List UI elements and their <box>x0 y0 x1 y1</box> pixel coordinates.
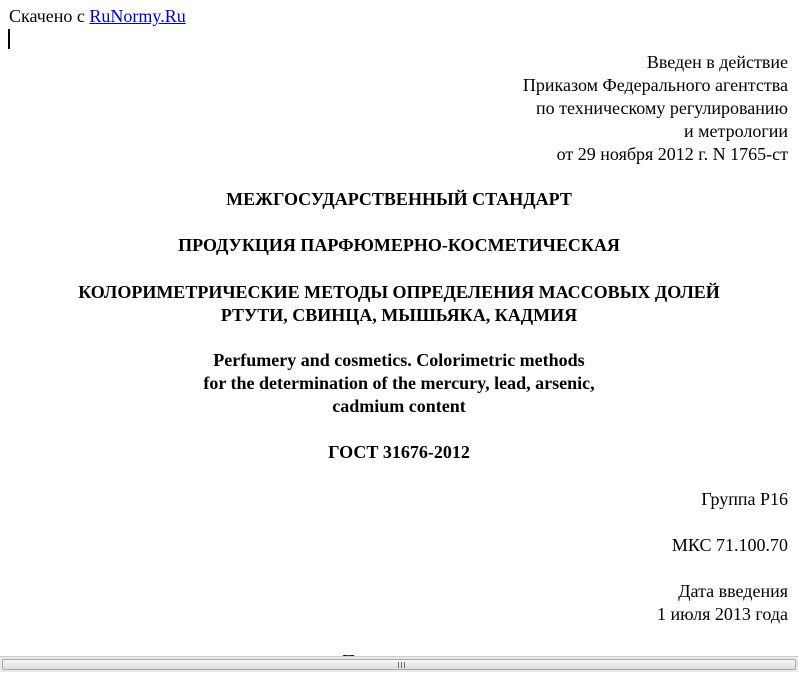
english-title <box>0 349 798 418</box>
horizontal-scrollbar[interactable] <box>0 656 798 672</box>
downloaded-from-line <box>9 5 186 28</box>
introduction-line: от 29 ноября 2012 г. N 1765-ст <box>556 144 788 164</box>
runormy-link[interactable]: RuNormy.Ru <box>89 6 186 26</box>
methods-heading-line: КОЛОРИМЕТРИЧЕСКИЕ МЕТОДЫ ОПРЕДЕЛЕНИЯ МАССОВЫХ ДОЛЕЙ <box>78 282 720 302</box>
group-code: Группа Р16 <box>701 489 788 509</box>
date-value: 1 июля 2013 года <box>657 604 788 624</box>
english-title-line: Perfumery and cosmetics. Colorimetric methods <box>213 350 585 370</box>
introduction-line: Введен в действие <box>646 52 788 72</box>
english-title-line: for the determination of the mercury, lead, arsenic, <box>203 373 595 393</box>
methods-heading <box>0 281 798 327</box>
methods-heading-line: РТУТИ, СВИНЦА, МЫШЬЯКА, КАДМИЯ <box>220 305 578 325</box>
english-title-line: cadmium content <box>332 396 466 416</box>
mks-code: МКС 71.100.70 <box>671 535 788 555</box>
introduction-line: Приказом Федерального агентства <box>522 75 788 95</box>
text-cursor <box>8 29 10 49</box>
introduction-block <box>523 51 788 166</box>
downloaded-prefix: Скачено с <box>9 6 90 26</box>
scrollbar-thumb[interactable] <box>2 659 796 670</box>
grip-icon <box>397 662 406 668</box>
date-label: Дата введения <box>678 581 788 601</box>
gost-number: ГОСТ 31676-2012 <box>328 442 470 462</box>
introduction-date-block <box>657 580 788 626</box>
product-heading: ПРОДУКЦИЯ ПАРФЮМЕРНО-КОСМЕТИЧЕСКАЯ <box>178 235 620 255</box>
introduction-line: и метрологии <box>684 121 788 141</box>
introduction-line: по техническому регулированию <box>535 98 788 118</box>
standard-type-heading: МЕЖГОСУДАРСТВЕННЫЙ СТАНДАРТ <box>226 189 572 209</box>
